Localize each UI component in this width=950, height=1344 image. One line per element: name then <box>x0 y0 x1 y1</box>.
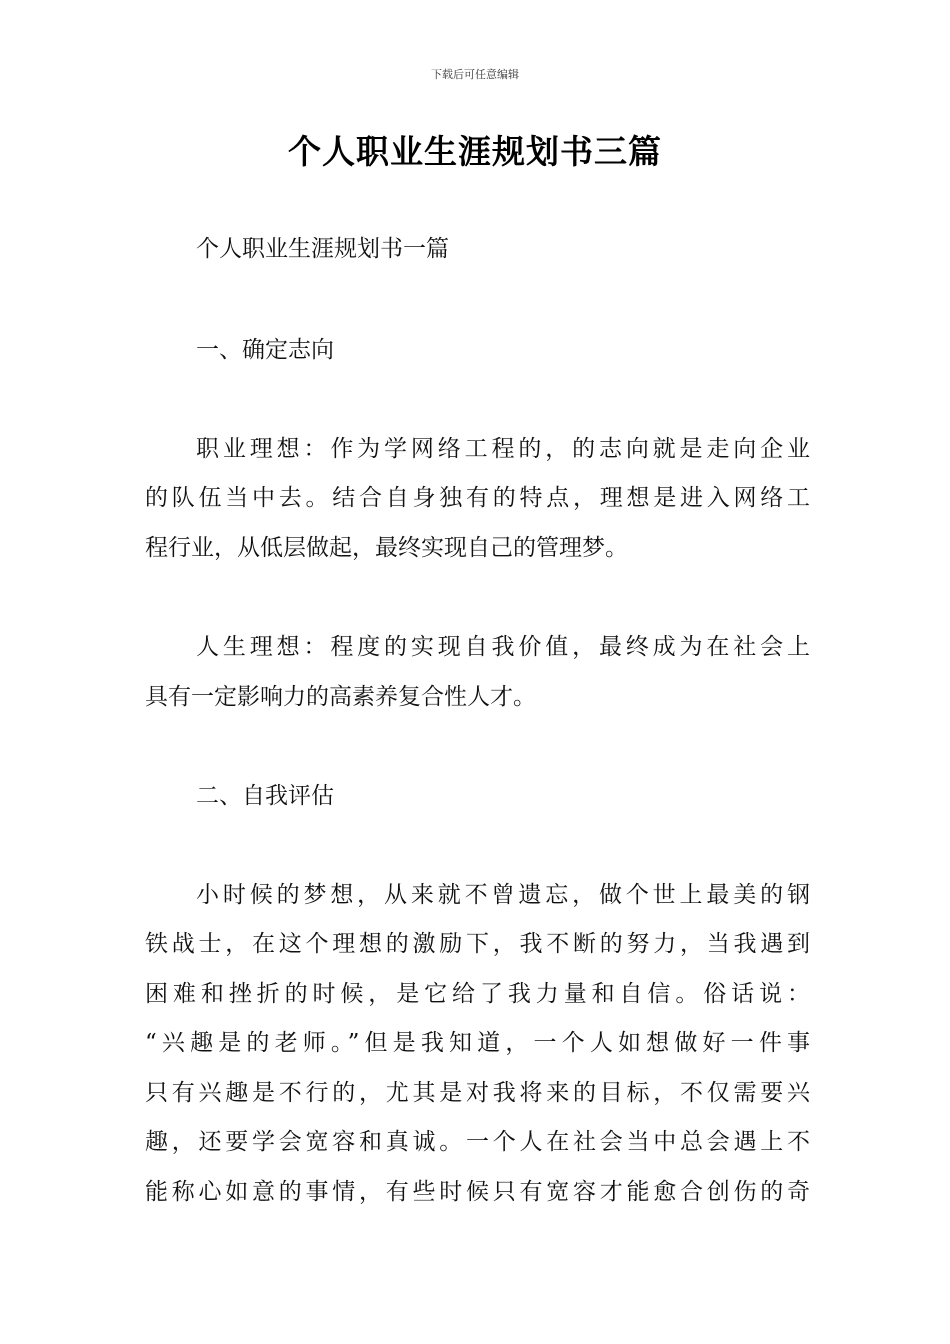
paragraph-line: 职业理想：作为学网络工程的，的志向就是走向企业 <box>196 436 810 462</box>
paragraph-line: 的队伍当中去。结合自身独有的特点，理想是进入网络工 <box>145 485 810 511</box>
paragraph-line: 趣，还要学会宽容和真诚。一个人在社会当中总会遇上不 <box>145 1129 810 1155</box>
section-heading-2: 二、自我评估 <box>196 783 334 809</box>
paragraph-line: 小时候的梦想，从来就不曾遗忘，做个世上最美的钢 <box>196 882 810 908</box>
paragraph-line: 能称心如意的事情，有些时候只有宽容才能愈合创伤的奇 <box>145 1179 810 1205</box>
paragraph-line: 人生理想：程度的实现自我价值，最终成为在社会上 <box>196 634 810 660</box>
paragraph-line: 只有兴趣是不行的，尤其是对我将来的目标，不仅需要兴 <box>145 1080 810 1106</box>
header-note: 下载后可任意编辑 <box>431 68 519 81</box>
paragraph-line: 程行业，从低层做起，最终实现自己的管理梦。 <box>145 535 628 561</box>
subtitle: 个人职业生涯规划书一篇 <box>196 236 449 262</box>
section-heading-1: 一、确定志向 <box>196 337 334 363</box>
paragraph-line: 铁战士，在这个理想的激励下，我不断的努力，当我遇到 <box>145 931 810 957</box>
paragraph-line: 具有一定影响力的高素养复合性人才。 <box>145 684 536 710</box>
paragraph-line: 困难和挫折的时候，是它给了我力量和自信。俗话说： <box>145 981 810 1007</box>
document-title: 个人职业生涯规划书三篇 <box>288 132 662 171</box>
paragraph-line: “兴趣是的老师。”但是我知道，一个人如想做好一件事 <box>145 1030 810 1056</box>
